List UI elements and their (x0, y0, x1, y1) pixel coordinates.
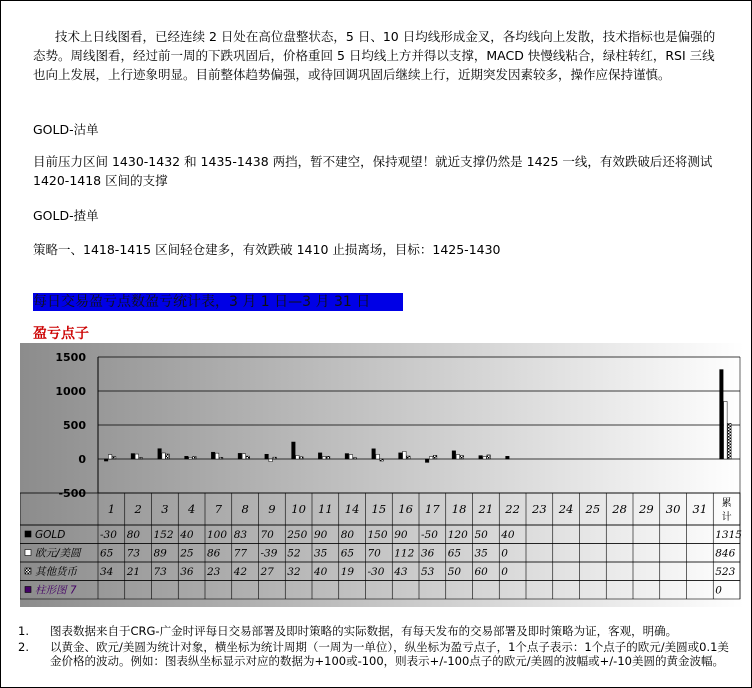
data-label: -30 (367, 566, 385, 578)
data-label: 0 (715, 584, 722, 597)
bar (296, 455, 300, 459)
data-label: 60 (474, 566, 488, 578)
note-number: 2. (18, 640, 29, 654)
analysis-paragraph: 技术上日线图看，已经连续 2 日处在高位盘整状态，5 日、10 日均线形成金叉，各均线向上发散，技术指标也是偏强的态势。周线图看，经过前一周的下跌巩固后，价格重回 5 日均线上方并得以支撑，MACD 快慢线粘合，绿柱转红，RSI 三线也向上发展，上行迹象明显。目前整体趋势偏强，或待回调巩固后继续上行，近期突发因素较多，操作应保持谨慎。 (33, 29, 716, 82)
data-label: 90 (314, 529, 328, 541)
data-label: 846 (715, 547, 736, 560)
bar (318, 453, 322, 459)
data-label: -30 (100, 529, 117, 541)
data-label: 35 (474, 547, 488, 560)
data-label: 80 (126, 529, 141, 541)
y-tick-label: 1500 (55, 351, 86, 364)
legend-key (25, 568, 31, 574)
data-label: 65 (340, 547, 355, 560)
x-tick-label: 31 (692, 502, 708, 516)
x-tick-label: 计 (721, 512, 732, 523)
bar (460, 456, 464, 459)
data-label: 70 (367, 547, 381, 560)
x-tick-label: 7 (214, 502, 223, 516)
legend-key (25, 531, 31, 537)
bar (265, 454, 269, 459)
bar (246, 456, 250, 459)
data-label: 34 (100, 566, 114, 578)
y-tick-label: 0 (78, 453, 86, 466)
data-label: 70 (260, 529, 274, 541)
bar (349, 455, 353, 459)
data-label: 43 (394, 566, 408, 578)
x-tick-label: 15 (371, 502, 387, 516)
data-label: 112 (394, 547, 415, 560)
x-tick-label: 1 (107, 502, 116, 516)
data-label: 27 (260, 566, 274, 578)
bar (433, 455, 437, 459)
bar (131, 454, 135, 459)
bar (135, 454, 139, 459)
x-tick-label: 4 (187, 502, 196, 516)
x-tick-label: 8 (241, 502, 249, 516)
x-tick-label: 11 (318, 502, 333, 516)
legend-label: 其他货币 (35, 566, 77, 578)
bar (242, 454, 246, 459)
bar (506, 456, 510, 459)
bar (399, 453, 403, 459)
data-label: 40 (314, 566, 328, 578)
data-label: 19 (340, 566, 355, 578)
x-tick-label: 23 (532, 502, 547, 516)
bar (429, 457, 433, 459)
short-heading: GOLD-沽单 (33, 122, 99, 137)
short-strategy-text: 目前压力区间 1430-1432 和 1435-1438 两挡，暂不建空，保持观望！就近支撑仍然是 1425 一线，有效跌破后还将测试 1420-1418 区间的支撑 (33, 154, 713, 188)
legend-label: 欧元/美圆 (35, 547, 81, 560)
note-item (18, 624, 738, 638)
bar (720, 370, 724, 459)
data-label: 89 (153, 547, 167, 560)
bar (292, 442, 296, 459)
x-tick-label: 22 (505, 502, 520, 516)
legend-label: 柱形图 7 (35, 584, 77, 597)
data-label: -50 (421, 529, 438, 541)
data-label: 1315 (715, 529, 742, 541)
x-tick-label: 18 (451, 502, 467, 516)
x-tick-label: 28 (612, 502, 627, 516)
bar (452, 451, 456, 459)
data-label: 152 (153, 529, 174, 541)
bar (403, 451, 407, 459)
data-label: -39 (260, 547, 278, 560)
bar (104, 459, 108, 461)
data-label: 36 (180, 566, 194, 578)
bar (166, 454, 170, 459)
pl-chart (20, 343, 744, 607)
bar (273, 457, 277, 459)
bar (372, 449, 376, 459)
data-label: 40 (180, 529, 194, 541)
bar (479, 456, 483, 459)
data-label: 35 (314, 547, 328, 560)
bar (326, 456, 330, 459)
bar (193, 457, 197, 459)
bar (380, 459, 384, 461)
x-tick-label: 29 (639, 502, 654, 516)
notes-section (18, 624, 738, 670)
bar (407, 456, 411, 459)
x-tick-label: 25 (585, 502, 601, 516)
data-label: 32 (287, 566, 301, 578)
data-label: 523 (715, 566, 736, 578)
data-label: 36 (421, 547, 435, 560)
bar (189, 457, 193, 459)
x-tick-label: 9 (268, 502, 276, 516)
x-tick-label: 24 (558, 502, 574, 516)
y-tick-label: -500 (58, 487, 86, 500)
x-tick-label: 累 (721, 498, 732, 509)
data-label: 73 (153, 566, 167, 578)
bar (353, 458, 357, 459)
bar (487, 455, 491, 459)
data-label: 100 (207, 529, 228, 541)
bar (158, 449, 162, 459)
y-tick-label: 500 (63, 419, 86, 432)
data-label: 80 (340, 529, 355, 541)
bar (269, 459, 273, 462)
legend-key (25, 550, 31, 556)
data-label: 86 (207, 547, 221, 560)
bar (456, 455, 460, 459)
bar (322, 457, 326, 459)
data-label: 73 (126, 547, 141, 560)
bar (219, 457, 223, 459)
note-text: 图表数据来自于CRG-广金时评每日交易部署及即时策略的实际数据，有每天发布的交易部署及即时策略为证，客观，明确。 (50, 624, 678, 638)
data-label: 83 (233, 529, 248, 541)
bar (185, 456, 189, 459)
long-strategy-text: 策略一、1418-1415 区间轻仓建多，有效跌破 1410 止损离场，目标：1425-1430 (33, 242, 501, 257)
x-tick-label: 21 (478, 502, 494, 516)
bar (108, 455, 112, 459)
bar (345, 454, 349, 459)
bar (215, 453, 219, 459)
data-label: 42 (233, 566, 248, 578)
data-label: 250 (287, 529, 308, 541)
data-label: 120 (447, 529, 468, 541)
chart-label: 盈亏点子 (33, 326, 89, 342)
data-label: 40 (501, 529, 515, 541)
note-item (18, 640, 738, 668)
data-label: 77 (233, 547, 248, 560)
data-label: 0 (501, 566, 508, 578)
bar (483, 457, 487, 459)
data-label: 21 (126, 566, 141, 578)
data-label: 52 (287, 547, 301, 560)
bar (162, 453, 166, 459)
x-tick-label: 30 (665, 502, 681, 516)
bar (211, 452, 215, 459)
note-text: 以黄金、欧元/美圆为统计对象，横坐标为统计周期（一周为一单位），纵坐标为盈亏点子，1个点子表示：1个点子的欧元/美圆或0.1美金价格的波动。例如：图表纵坐标显示对应的数据为+100或-100，则表示+/-100点子的欧元/美圆的波幅或+/-10美圆的黄金波幅。 (50, 640, 729, 668)
note-number: 1. (18, 624, 29, 638)
data-label: 90 (394, 529, 408, 541)
data-label: 25 (180, 547, 194, 560)
x-tick-label: 10 (291, 502, 306, 516)
data-label: 0 (501, 547, 508, 560)
legend-label: GOLD (35, 529, 66, 541)
y-tick-label: 1000 (55, 385, 86, 398)
x-tick-label: 2 (134, 502, 142, 516)
x-tick-label: 17 (425, 502, 440, 516)
data-label: 23 (207, 566, 221, 578)
bar (112, 457, 116, 459)
data-label: 50 (447, 566, 462, 578)
data-label: 65 (447, 547, 462, 560)
data-label: 50 (474, 529, 488, 541)
bar (425, 459, 429, 462)
bar (238, 453, 242, 459)
x-tick-label: 3 (161, 502, 169, 516)
bar (300, 457, 304, 459)
bar (724, 401, 728, 459)
x-tick-label: 14 (344, 502, 360, 516)
bar (728, 423, 732, 459)
data-label: 150 (367, 529, 388, 541)
legend-key (25, 587, 31, 593)
bar (376, 454, 380, 459)
x-tick-label: 16 (398, 502, 413, 516)
stats-banner: 每日交易盈亏点数盈亏统计表，3 月 1 日—3 月 31 日 (33, 293, 403, 311)
data-label: 65 (100, 547, 114, 560)
long-heading: GOLD-揸单 (33, 208, 99, 223)
bar (139, 458, 143, 459)
data-label: 53 (421, 566, 435, 578)
